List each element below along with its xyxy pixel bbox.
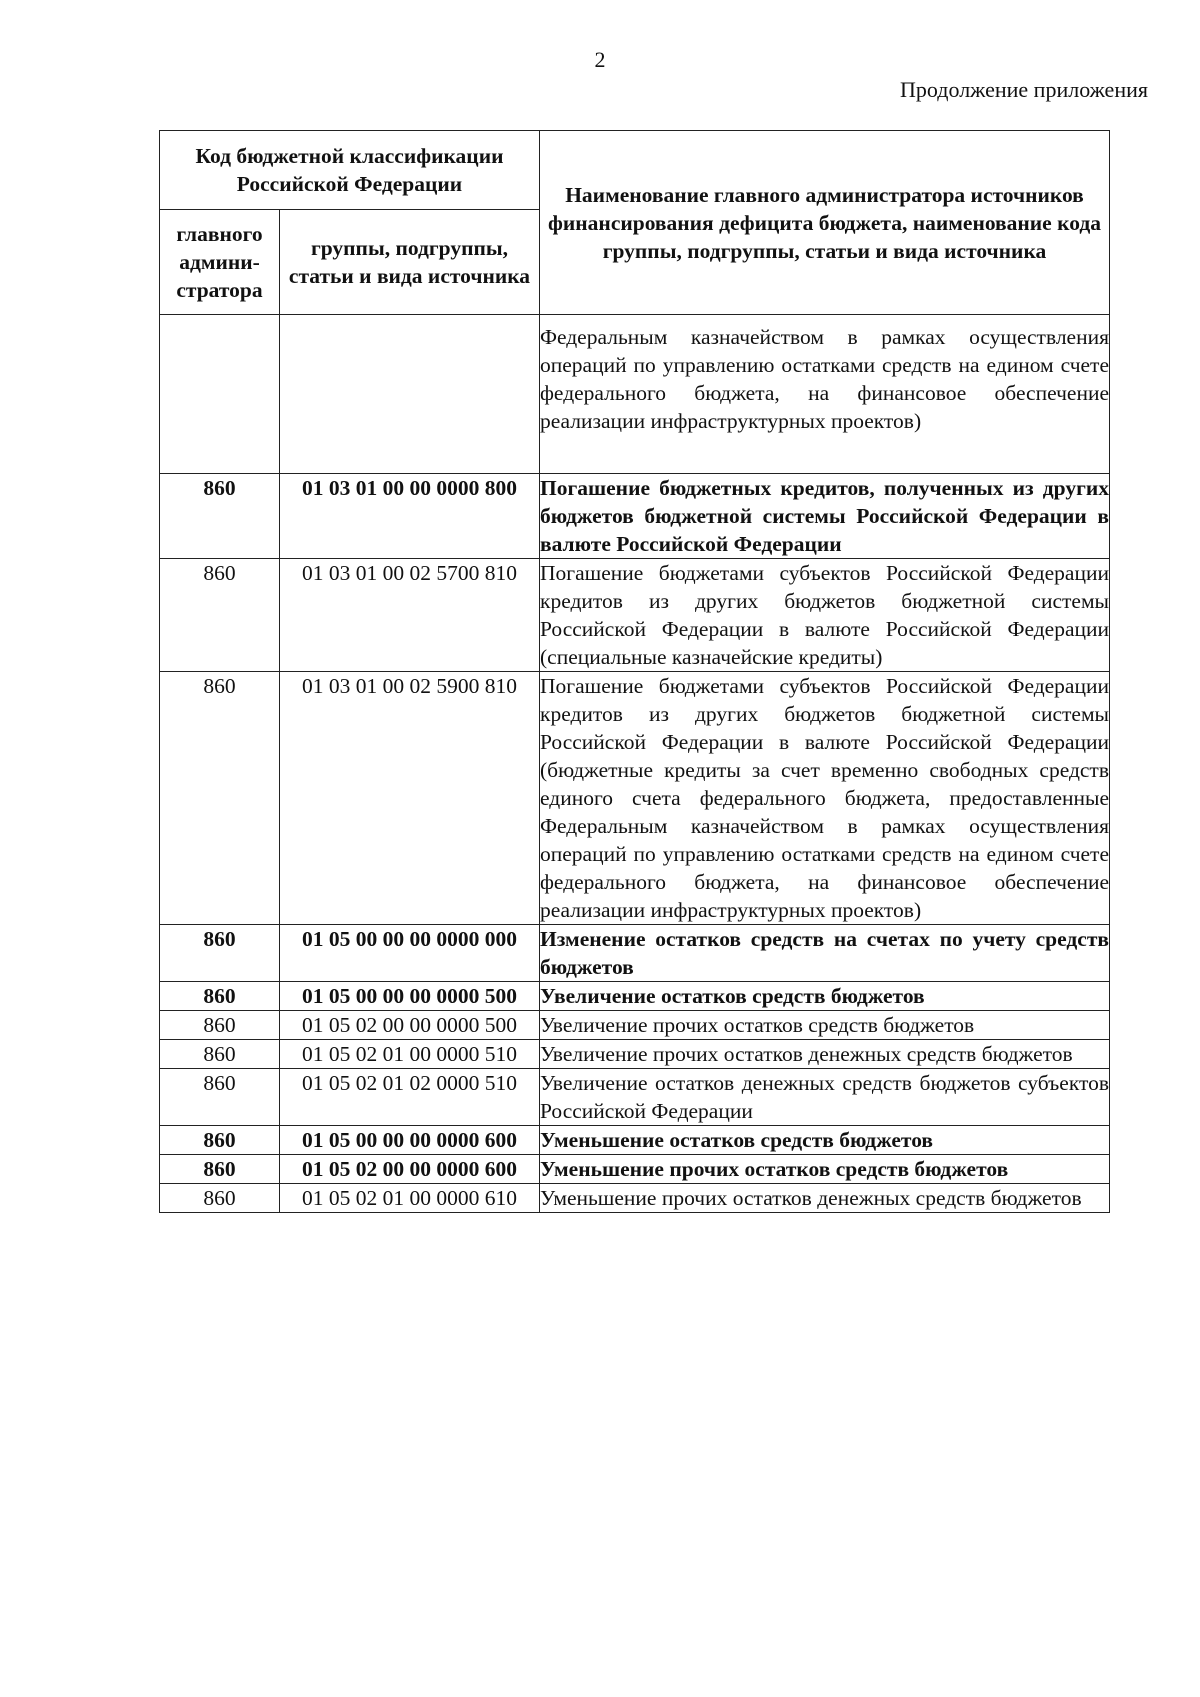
row-name: Увеличение прочих остатков средств бюджетов [540,1011,1110,1040]
row-admin-code: 860 [160,925,280,982]
row-classification-code: 01 05 02 01 00 0000 510 [280,1040,540,1069]
row-classification-code: 01 03 01 00 00 0000 800 [280,474,540,559]
page-number: 2 [594,47,606,72]
row-admin-code [160,315,280,474]
table-row [160,1184,1110,1213]
row-classification-code: 01 05 00 00 00 0000 000 [280,925,540,982]
row-name: Погашение бюджетных кредитов, полученных из других бюджетов бюджетной системы Российской Федерации в валюте Российской Федерации [540,474,1110,559]
row-classification-code: 01 05 02 01 02 0000 510 [280,1069,540,1126]
table-row [160,1011,1110,1040]
header-col-code: группы, подгруппы, статьи и вида источника [280,210,540,315]
row-name: Уменьшение прочих остатков средств бюджетов [540,1155,1110,1184]
row-admin-code: 860 [160,982,280,1011]
budget-classification-table [159,130,1110,1213]
row-admin-code: 860 [160,1155,280,1184]
table-row [160,559,1110,672]
row-name: Уменьшение прочих остатков денежных средств бюджетов [540,1184,1110,1213]
table-row [160,1155,1110,1184]
row-classification-code [280,315,540,474]
row-name: Уменьшение остатков средств бюджетов [540,1126,1110,1155]
table-row [160,672,1110,925]
row-admin-code: 860 [160,474,280,559]
row-name: Федеральным казначейством в рамках осуществления операций по управлению остатками средств на едином счете федерального бюджета, на финансовое обеспечение реализации инфраструктурных проектов) [540,315,1110,474]
table-row [160,1126,1110,1155]
table-row [160,474,1110,559]
row-classification-code: 01 05 00 00 00 0000 600 [280,1126,540,1155]
table-row [160,1040,1110,1069]
row-name: Увеличение прочих остатков денежных средств бюджетов [540,1040,1110,1069]
row-admin-code: 860 [160,1011,280,1040]
row-classification-code: 01 03 01 00 02 5900 810 [280,672,540,925]
header-col-admin: главного админи-стратора [160,210,280,315]
row-name: Погашение бюджетами субъектов Российской Федерации кредитов из других бюджетов бюджетной системы Российской Федерации в валюте Российской Федерации (бюджетные кредиты за счет временно свободных средств единого счета федерального бюджета, предоставленные Федеральным казначейством в рамках осуществления операций по управлению остатками средств на едином счете федерального бюджета, на финансовое обеспечение реализации инфраструктурных проектов) [540,672,1110,925]
row-classification-code: 01 05 00 00 00 0000 500 [280,982,540,1011]
table-row [160,925,1110,982]
row-admin-code: 860 [160,1069,280,1126]
row-name: Увеличение остатков средств бюджетов [540,982,1110,1011]
row-name: Погашение бюджетами субъектов Российской Федерации кредитов из других бюджетов бюджетной системы Российской Федерации в валюте Российской Федерации (специальные казначейские кредиты) [540,559,1110,672]
table-row [160,1069,1110,1126]
header-group-title: Код бюджетной классификации Российской Федерации [160,131,540,210]
continuation-label: Продолжение приложения [900,77,1148,102]
row-name: Увеличение остатков денежных средств бюджетов субъектов Российской Федерации [540,1069,1110,1126]
row-admin-code: 860 [160,1126,280,1155]
row-admin-code: 860 [160,1184,280,1213]
row-name: Изменение остатков средств на счетах по учету средств бюджетов [540,925,1110,982]
table-row [160,982,1110,1011]
row-admin-code: 860 [160,672,280,925]
row-classification-code: 01 05 02 00 00 0000 500 [280,1011,540,1040]
row-admin-code: 860 [160,559,280,672]
table-row [160,315,1110,474]
header-col-name: Наименование главного администратора источников финансирования дефицита бюджета, наименование кода группы, подгруппы, статьи и вида источника [540,131,1110,315]
row-classification-code: 01 05 02 01 00 0000 610 [280,1184,540,1213]
row-admin-code: 860 [160,1040,280,1069]
row-classification-code: 01 03 01 00 02 5700 810 [280,559,540,672]
row-classification-code: 01 05 02 00 00 0000 600 [280,1155,540,1184]
